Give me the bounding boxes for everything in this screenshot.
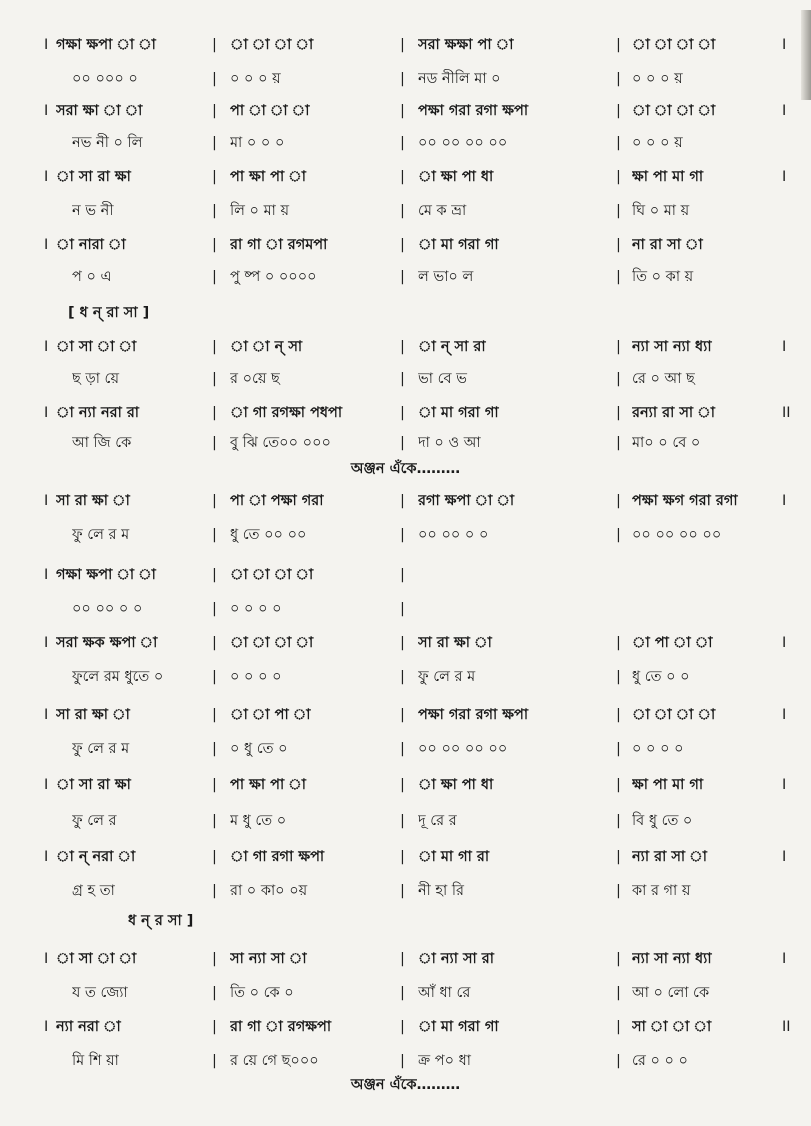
start-bar-mark: I [44,169,49,185]
swara-line [44,96,796,126]
lyric-line [44,662,796,692]
beat-cell: ন্যা সা ন্যা ধ্যা [632,339,712,355]
beat-cell: সা রা ক্ষা া [56,493,130,509]
beat-cell: ক্ষা পা মা গা [632,777,704,793]
beat-cell: া মা গা রা [418,849,490,865]
beat-divider: | [212,777,217,793]
beat-divider: | [616,635,621,651]
beat-cell: পক্ষা গরা রগা ক্ষপা [418,103,529,119]
beat-divider: | [616,985,621,1001]
beat-cell: মা ০ ০ ০ [230,135,285,151]
beat-cell: ০ ধু তে ০ [230,741,288,757]
beat-divider: | [400,269,405,285]
beat-cell: সরা ক্ষক্ষা পা া [418,37,514,53]
beat-cell: বি ধু তে ০ [632,813,693,829]
end-bar-mark: I [782,169,787,185]
swara-line [44,162,796,192]
beat-cell: ০০ ০০০ ০ [72,71,138,87]
beat-divider: | [616,741,621,757]
beat-cell: আ জি কে [72,435,132,451]
beat-divider: | [616,37,621,53]
beat-cell: ক্ষা পা মা গা [632,169,704,185]
lyric-line [44,806,796,836]
beat-cell: পা ক্ষা পা া [230,777,306,793]
beat-cell: ঘি ০ মা য় [632,203,690,219]
beat-cell: া নারা া [56,237,126,253]
beat-divider: | [400,883,405,899]
beat-cell: ফু লে র ম [418,669,476,685]
beat-divider: | [616,405,621,421]
beat-divider: | [400,669,405,685]
beat-cell: া সা রা ক্ষা [56,169,131,185]
beat-divider: | [616,707,621,723]
beat-divider: | [212,71,217,87]
end-bar-mark: I [782,37,787,53]
beat-cell: া া া া [632,37,716,53]
swara-line [44,944,796,974]
beat-divider: | [212,985,217,1001]
start-bar-mark: I [44,567,49,583]
lyric-line [44,128,796,158]
beat-divider: | [400,493,405,509]
lyric-line [44,734,796,764]
repeat-note-2: ধ ন্ র সা ] [128,913,194,929]
beat-cell: ধু তে ০০ ০০ [230,527,307,543]
beat-divider: | [400,37,405,53]
start-bar-mark: I [44,237,49,253]
beat-divider: | [616,813,621,829]
start-bar-mark: I [44,849,49,865]
start-bar-mark: I [44,951,49,967]
beat-divider: | [616,71,621,87]
beat-cell: পা া া া [230,103,310,119]
beat-cell: া ন্ নরা া [56,849,136,865]
start-bar-mark: I [44,103,49,119]
beat-divider: | [400,985,405,1001]
start-bar-mark: I [44,707,49,723]
beat-cell: ম ধু তে ০ [230,813,287,829]
swara-line [44,230,796,260]
beat-cell: গ্র হ তা [72,883,115,899]
lyric-line [44,364,796,394]
beat-cell: দূ রে র [418,813,457,829]
beat-cell: া সা রা ক্ষা [56,777,131,793]
beat-divider: | [616,135,621,151]
beat-divider: | [400,71,405,87]
beat-cell: ভা বে ভ [418,371,467,387]
beat-cell: া ক্ষা পা ধা [418,777,494,793]
swara-line [44,332,796,362]
swara-line [44,770,796,800]
beat-cell: নভ নী ০ লি [72,135,143,151]
beat-cell: া মা গরা গা [418,1019,499,1035]
start-bar-mark: I [44,635,49,651]
beat-cell: মি শি য়া [72,1053,119,1069]
beat-cell: ক্র প০ ধা [418,1053,471,1069]
beat-cell: া া া া [230,635,314,651]
beat-cell: া মা গরা গা [418,405,499,421]
beat-cell: রে ০ আ ছ [632,371,695,387]
beat-cell: া গা রগক্ষা পধপা [230,405,343,421]
beat-cell: নী হা রি [418,883,464,899]
beat-cell: আ ০ লো কে [632,985,710,1001]
swara-line [44,560,796,590]
beat-cell: রন্যা রা সা া [632,405,715,421]
beat-divider: | [212,103,217,119]
beat-divider: | [212,493,217,509]
lyric-line [44,196,796,226]
beat-divider: | [212,269,217,285]
beat-cell: ০ ০ ০ য় [632,71,683,87]
end-bar-mark: I [782,707,787,723]
beat-divider: | [212,135,217,151]
swara-line [44,700,796,730]
lyric-line [44,594,796,624]
beat-divider: | [400,527,405,543]
beat-divider: | [400,203,405,219]
beat-divider: | [616,169,621,185]
beat-cell: ফুলে রম ধুতে ০ [72,669,164,685]
end-bar-mark: I [782,103,787,119]
beat-divider: | [400,567,405,583]
beat-cell: ন ভ নী [72,203,114,219]
beat-divider: | [212,813,217,829]
end-bar-mark: II [782,1019,791,1035]
end-bar-mark: I [782,493,787,509]
beat-divider: | [400,601,405,617]
beat-divider: | [212,951,217,967]
end-bar-mark: II [782,405,791,421]
beat-divider: | [212,741,217,757]
beat-divider: | [212,203,217,219]
beat-cell: ফু লে র ম [72,527,130,543]
beat-cell: না রা সা া [632,237,703,253]
beat-cell: া া পা া [230,707,311,723]
beat-cell: ফু লে র [72,813,117,829]
beat-divider: | [212,707,217,723]
beat-cell: ০০ ০০ ০ ০ [418,527,489,543]
beat-cell: দা ০ ও আ [418,435,481,451]
swara-line [44,1012,796,1042]
beat-cell: া ন্ সা রা [418,339,486,355]
beat-cell: ফু লে র ম [72,741,130,757]
beat-cell: মা০ ০ বে ০ [632,435,701,451]
beat-cell: আঁ ধা রে [418,985,471,1001]
beat-cell: া া া া [230,567,314,583]
refrain-line-1: অঞ্জন এঁকে……… [350,461,461,477]
beat-divider: | [400,135,405,151]
beat-divider: | [400,435,405,451]
beat-divider: | [400,237,405,253]
beat-divider: | [212,435,217,451]
beat-cell: গক্ষা ক্ষপা া া [56,37,156,53]
beat-divider: | [616,435,621,451]
end-bar-mark: I [782,635,787,651]
beat-divider: | [616,237,621,253]
beat-cell: ০ ০ ০ য় [230,71,281,87]
beat-cell: রা গা া রগক্ষপা [230,1019,332,1035]
swara-line [44,486,796,516]
swara-line [44,30,796,60]
lyric-line [44,428,796,458]
beat-divider: | [400,103,405,119]
beat-cell: তি ০ কে ০ [230,985,294,1001]
beat-cell: সরা ক্ষা া া [56,103,143,119]
beat-cell: প ০ এ [72,269,112,285]
lyric-line [44,876,796,906]
beat-cell: পা া পক্ষা গরা [230,493,324,509]
end-bar-mark: I [782,951,787,967]
beat-cell: পু ষ্প ০ ০০০০ [230,269,317,285]
swara-line [44,398,796,428]
beat-cell: পা ক্ষা পা া [230,169,306,185]
beat-cell: ০০ ০০ ০০ ০০ [632,527,722,543]
beat-divider: | [400,1019,405,1035]
beat-divider: | [616,883,621,899]
beat-cell: া গা রগা ক্ষপা [230,849,325,865]
beat-divider: | [616,493,621,509]
beat-divider: | [616,371,621,387]
beat-cell: া সা া া [56,951,137,967]
lyric-line [44,262,796,292]
beat-cell: ধু তে ০ ০ [632,669,690,685]
beat-cell: পক্ষা গরা রগা ক্ষপা [418,707,529,723]
beat-divider: | [400,707,405,723]
beat-divider: | [616,669,621,685]
beat-divider: | [212,883,217,899]
beat-cell: া সা া া [56,339,137,355]
beat-cell: ন্যা নরা া [56,1019,121,1035]
beat-divider: | [400,339,405,355]
beat-divider: | [212,1019,217,1035]
end-bar-mark: I [782,849,787,865]
beat-divider: | [616,1053,621,1069]
beat-divider: | [212,635,217,651]
beat-divider: | [212,849,217,865]
beat-cell: বু ঝি তে০০ ০০০ [230,435,331,451]
beat-cell: া মা গরা গা [418,237,499,253]
swara-line [44,842,796,872]
page-edge-shadow [801,10,811,100]
beat-divider: | [400,849,405,865]
lyric-line [44,64,796,94]
beat-cell: ০০ ০০ ০০ ০০ [418,135,508,151]
beat-cell: া া ন্ সা [230,339,303,355]
beat-cell: া া া া [632,707,716,723]
beat-cell: সা ন্যা সা া [230,951,307,967]
end-bar-mark: I [782,339,787,355]
beat-cell: ০ ০ ০ ০ [632,741,684,757]
beat-cell: ন্যা রা সা া [632,849,707,865]
beat-cell: নড নীলি মা ০ [418,71,501,87]
beat-cell: ন্যা সা ন্যা ধ্যা [632,951,712,967]
beat-cell: ০ ০ ০ য় [632,135,683,151]
beat-divider: | [400,169,405,185]
beat-divider: | [400,951,405,967]
beat-cell: ০ ০ ০ ০ [230,669,282,685]
beat-cell: কা র গা য় [632,883,691,899]
beat-divider: | [616,203,621,219]
swara-line [44,628,796,658]
beat-divider: | [400,405,405,421]
beat-divider: | [212,371,217,387]
beat-divider: | [616,1019,621,1035]
beat-divider: | [212,405,217,421]
beat-cell: রগা ক্ষপা া া [418,493,515,509]
beat-cell: পক্ষা ক্ষগ গরা রগা [632,493,738,509]
beat-divider: | [212,567,217,583]
beat-divider: | [400,741,405,757]
lyric-line [44,520,796,550]
beat-cell: ল ভা০ ল [418,269,474,285]
beat-divider: | [212,669,217,685]
beat-cell: া ন্যা সা রা [418,951,494,967]
beat-divider: | [212,37,217,53]
beat-divider: | [400,371,405,387]
beat-divider: | [400,813,405,829]
beat-cell: রে ০ ০ ০ [632,1053,688,1069]
beat-divider: | [400,635,405,651]
beat-cell: া ন্যা নরা রা [56,405,140,421]
beat-divider: | [212,527,217,543]
beat-cell: গক্ষা ক্ষপা া া [56,567,156,583]
beat-cell: সা া া া [632,1019,712,1035]
beat-divider: | [616,849,621,865]
beat-divider: | [616,269,621,285]
beat-divider: | [212,1053,217,1069]
beat-cell: ০০ ০০ ০০ ০০ [418,741,508,757]
beat-cell: য ত জ্যো [72,985,128,1001]
start-bar-mark: I [44,339,49,355]
beat-divider: | [616,103,621,119]
beat-divider: | [212,339,217,355]
start-bar-mark: I [44,493,49,509]
beat-divider: | [616,777,621,793]
refrain-line-2: অঞ্জন এঁকে……… [350,1077,461,1093]
lyric-line [44,978,796,1008]
start-bar-mark: I [44,1019,49,1035]
beat-divider: | [400,777,405,793]
beat-cell: সা রা ক্ষা া [56,707,130,723]
beat-cell: ০০ ০০ ০ ০ [72,601,143,617]
beat-divider: | [400,1053,405,1069]
beat-cell: মে ক ভ্রা [418,203,467,219]
beat-cell: ০ ০ ০ ০ [230,601,282,617]
beat-divider: | [212,601,217,617]
beat-cell: সা রা ক্ষা া [418,635,492,651]
start-bar-mark: I [44,777,49,793]
start-bar-mark: I [44,405,49,421]
beat-divider: | [616,527,621,543]
beat-cell: া পা া া [632,635,713,651]
beat-divider: | [616,339,621,355]
beat-cell: রা গা া রগমপা [230,237,328,253]
repeat-note-1: [ ধ ন্ রা সা ] [68,305,150,321]
beat-cell: ছ ড়া য়ে [72,371,119,387]
beat-cell: সরা ক্ষক ক্ষপা া [56,635,158,651]
beat-cell: রা ০ কা০ ০য় [230,883,308,899]
beat-cell: া ক্ষা পা ধা [418,169,494,185]
beat-cell: া া া া [230,37,314,53]
beat-divider: | [212,237,217,253]
beat-divider: | [212,169,217,185]
beat-cell: তি ০ কা য় [632,269,694,285]
beat-cell: র ০য়ে ছ [230,371,280,387]
beat-cell: া া া া [632,103,716,119]
start-bar-mark: I [44,37,49,53]
beat-cell: লি ০ মা য় [230,203,290,219]
beat-divider: | [616,951,621,967]
end-bar-mark: I [782,777,787,793]
beat-cell: র য়ে গে ছ০০০ [230,1053,319,1069]
